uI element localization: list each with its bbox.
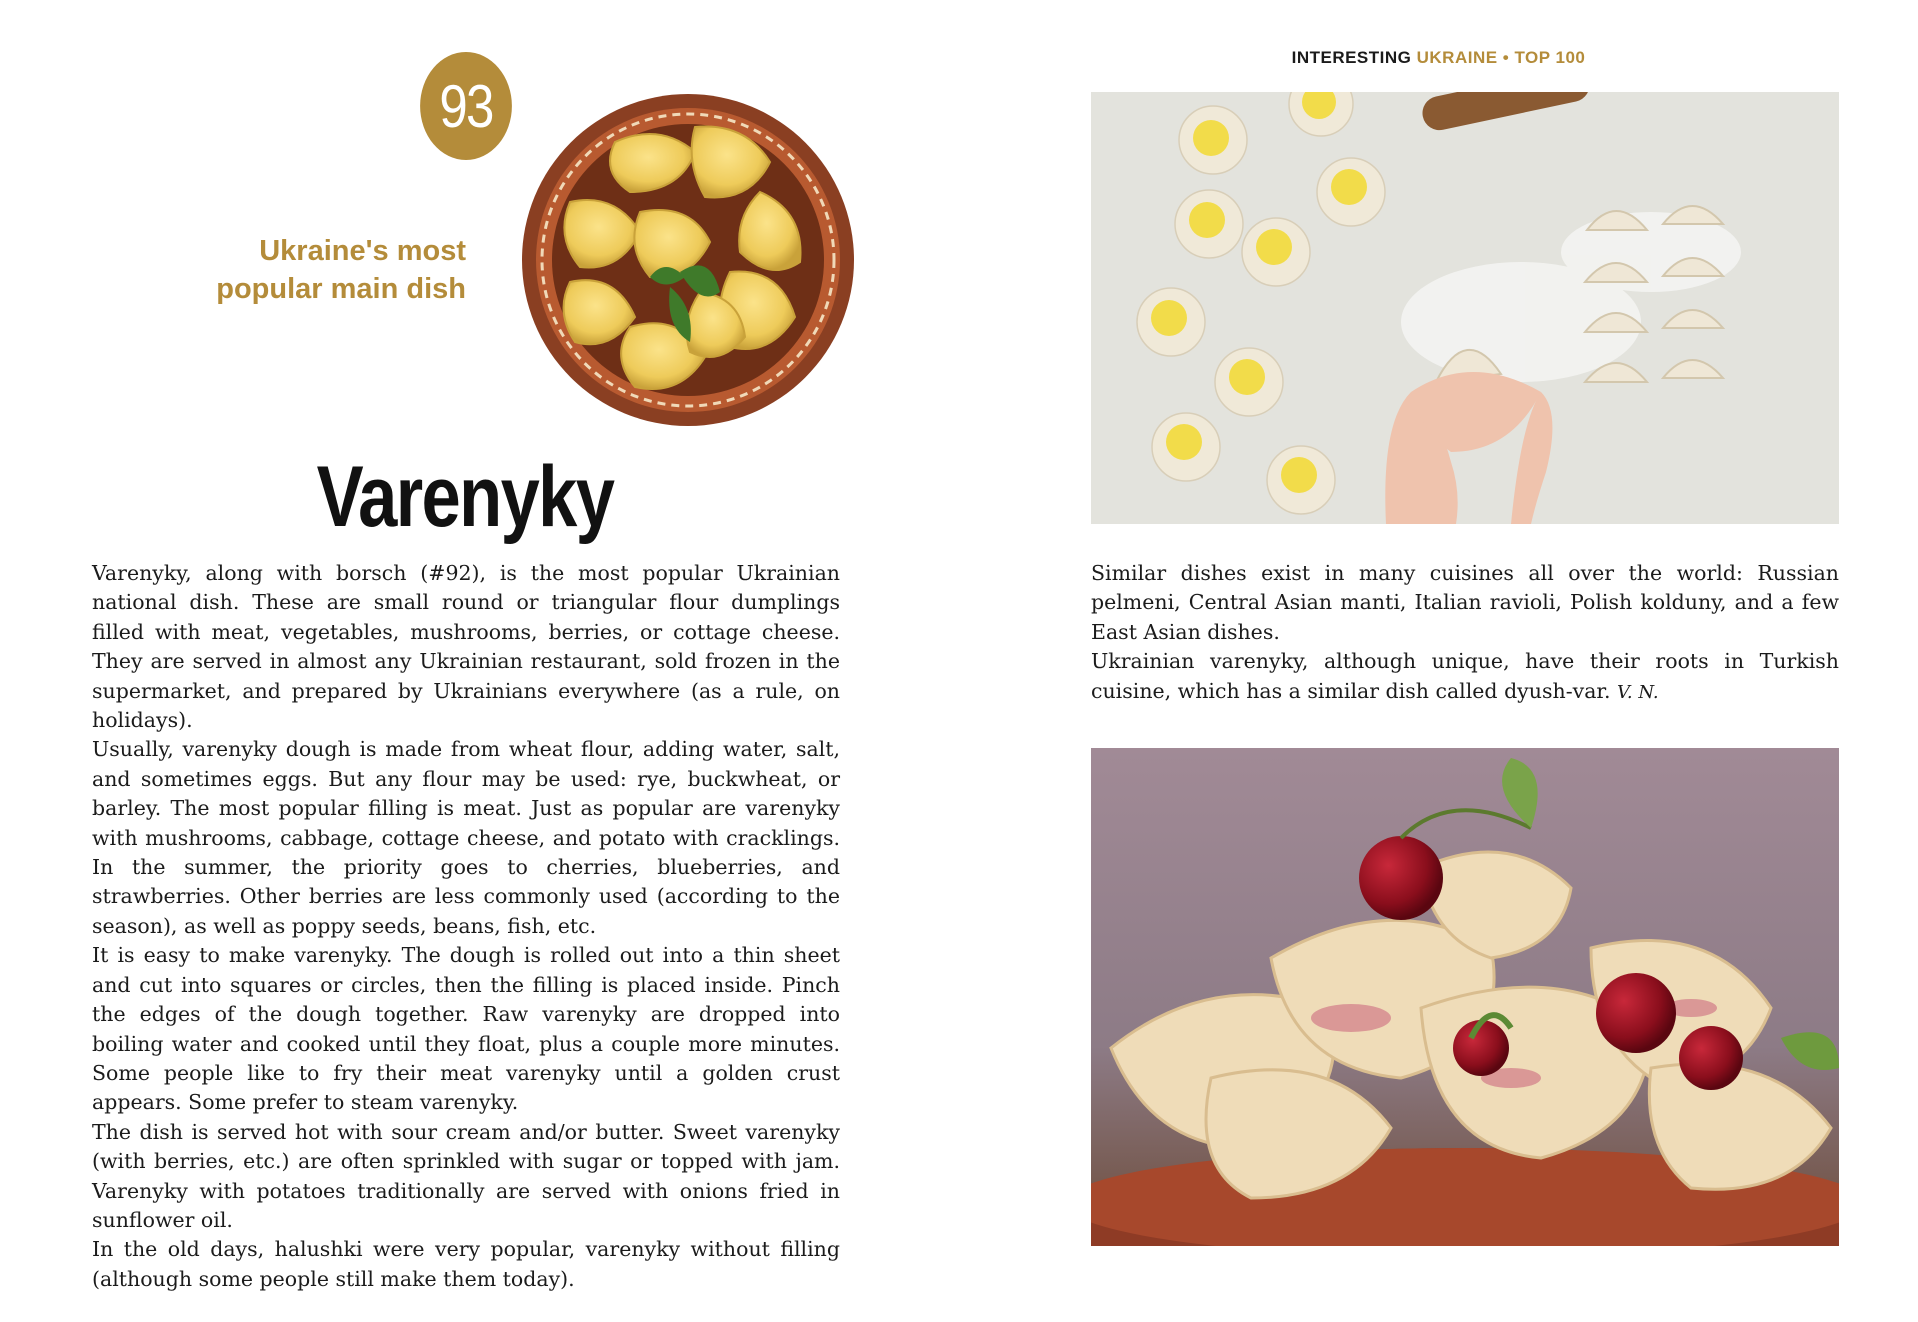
paragraph: The dish is served hot with sour cream and/or butter. Sweet varenyky (with berries, etc.) are often sprinkled with sugar or topped with jam. Varenyky with potatoes traditionally are served with onions fried in sunflower oil. [92,1119,840,1232]
running-head [959,48,1918,68]
running-head-part-2: UKRAINE • TOP 100 [1416,48,1586,67]
paragraph: Varenyky, along with borsch (#92), is the most popular Ukrainian national dish. These are small round or triangular flour dumplings filled with meat, vegetables, mushrooms, berries, or cottage cheese. They are served in almost any Ukrainian restaurant, sold frozen in the supermarket, and prepared by Ukrainians everywhere (as a rule, on holidays). [92,561,840,733]
paragraph: In the old days, halushki were very popular, varenyky without filling (although some people still make them today). [92,1237,840,1291]
subtitle [180,232,466,308]
subtitle-line-2: popular main dish [216,273,466,305]
cherry-varenyky-photo [1091,748,1839,1246]
paragraph: Similar dishes exist in many cuisines all over the world: Russian pelmeni, Central Asian manti, Italian ravioli, Polish kolduny, and a few East Asian dishes. [1091,561,1839,644]
article-body-right [1091,559,1839,707]
article-body-left [92,559,840,1294]
running-head-part-1: INTERESTING [1291,48,1412,67]
varenyky-bowl-photo [520,92,856,428]
dumpling-making-photo [1091,92,1839,524]
article-title: Varenyky [316,449,614,545]
paragraph: Ukrainian varenyky, although unique, have their roots in Turkish cuisine, which has a similar dish called dyush-var. [1091,649,1839,703]
entry-number-badge: 93 [420,52,512,160]
paragraph: Usually, varenyky dough is made from wheat flour, adding water, salt, and sometimes eggs. But any flour may be used: rye, buckwheat, or barley. The most popular filling is meat. Just as popular are varenyky with mushrooms, cabbage, cottage cheese, and potato with cracklings. In the summer, the priority goes to cherries, blueberries, and strawberries. Other berries are less commonly used (according to the season), as well as poppy seeds, beans, fish, etc. [92,737,840,938]
subtitle-line-1: Ukraine's most [259,235,466,267]
paragraph: It is easy to make varenyky. The dough is rolled out into a thin sheet and cut into squares or circles, then the filling is placed inside. Pinch the edges of the dough together. Raw varenyky are dropped into boiling water and cooked until they float, plus a couple more minutes. Some people like to fry their meat varenyky until a golden crust appears. Some prefer to steam varenyky. [92,943,840,1115]
right-page [959,0,1918,1322]
paragraph-with-signature [1091,647,1839,707]
author-signature: V. N. [1617,681,1659,703]
